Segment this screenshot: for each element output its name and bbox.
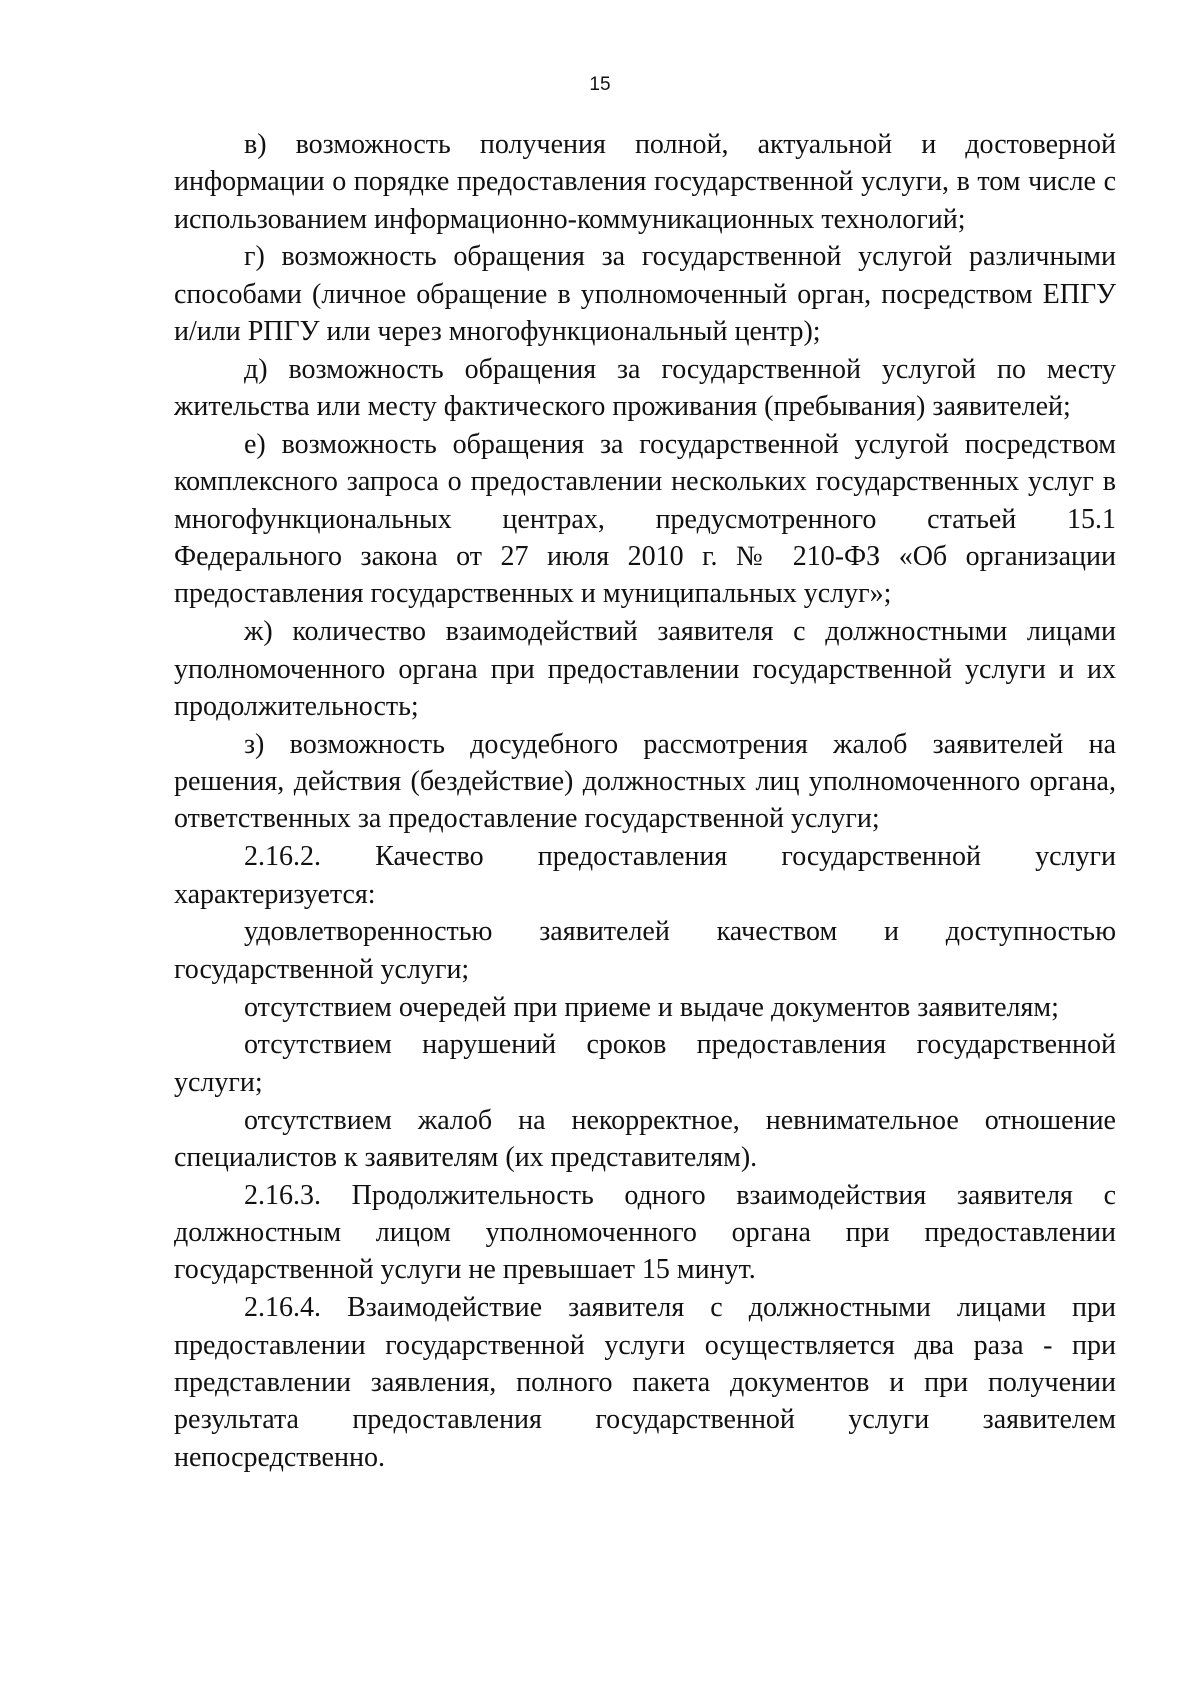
paragraph-e: е) возможность обращения за государственной услугой посредством комплексного запроса о предоставлении нескольких государственных услуг в многофункциональных центрах, предусмотренного статьей 15.1 Федерального закона от 27 июля 2010 г. № 210-ФЗ «Об организации предоставления государственных и муниципальных услуг»; [174,429,1116,610]
paragraph-no-violations: отсутствием нарушений сроков предоставления государственной услуги; [174,1029,1116,1098]
paragraph-no-queues: отсутствием очередей при приеме и выдаче документов заявителям; [244,991,1059,1023]
paragraph-2-16-3: 2.16.3. Продолжительность одного взаимодействия заявителя с должностным лицом уполномоченного органа при предоставлении государственной услуги не превышает 15 минут. [174,1179,1116,1286]
paragraph-satisfaction: удовлетворенностью заявителей качеством и доступностью государственной услуги; [174,916,1116,985]
paragraph-zh: ж) количество взаимодействий заявителя с должностными лицами уполномоченного органа при предоставлении государственной услуги и их продолжительность; [174,616,1116,722]
document-body [174,126,1116,1476]
paragraph-g: г) возможность обращения за государственной услугой различными способами (личное обращение в уполномоченный орган, посредством ЕПГУ и/или РПГУ или через многофункциональный центр); [174,241,1116,348]
paragraph-v: в) возможность получения полной, актуальной и достоверной информации о порядке предоставления государственной услуги, в том числе с использованием информационно-коммуникационных технологий; [174,129,1116,235]
paragraph-2-16-2: 2.16.2. Качество предоставления государственной услуги характеризуется: [174,841,1116,910]
paragraph-z: з) возможность досудебного рассмотрения жалоб заявителей на решения, действия (бездействие) должностных лиц уполномоченного органа, ответственных за предоставление государственной услуги; [174,728,1116,835]
paragraph-d: д) возможность обращения за государственной услугой по месту жительства или месту фактического проживания (пребывания) заявителей; [174,353,1116,423]
paragraph-2-16-4: 2.16.4. Взаимодействие заявителя с должностными лицами при предоставлении государственной услуги осуществляется два раза - при представлении заявления, полного пакета документов и при получении результата предоставления государственной услуги заявителем непосредственно. [174,1292,1116,1473]
page-number: 15 [589,74,611,95]
paragraph-no-complaints: отсутствием жалоб на некорректное, невнимательное отношение специалистов к заявителям (их представителям). [174,1104,1116,1173]
